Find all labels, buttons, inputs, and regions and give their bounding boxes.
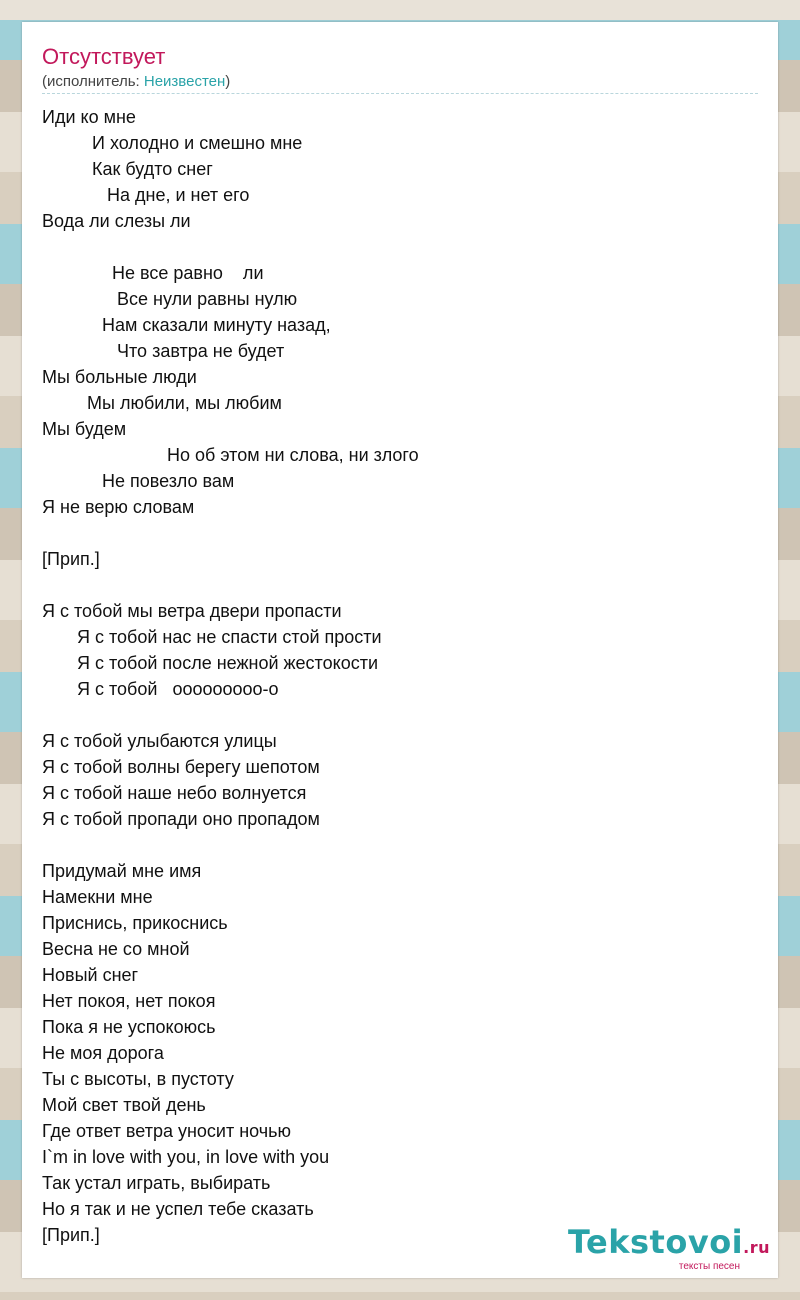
- lyric-line: Я с тобой пропади оно пропадом: [42, 809, 320, 829]
- lyric-line: Я с тобой ооооооооо-о: [42, 679, 279, 699]
- lyric-line: Нам сказали минуту назад,: [42, 315, 331, 335]
- lyric-line: Так устал играть, выбирать: [42, 1173, 271, 1193]
- lyric-line: Не все равно ли: [42, 263, 264, 283]
- lyric-line: И холодно и смешно мне: [42, 133, 303, 153]
- lyric-line: [42, 234, 758, 260]
- lyric-line: Я с тобой нас не спасти стой прости: [42, 627, 382, 647]
- lyric-line: Не повезло вам: [42, 471, 235, 491]
- lyric-line: [42, 702, 758, 728]
- lyric-line: Где ответ ветра уносит ночью: [42, 1121, 292, 1141]
- lyric-line: Новый снег: [42, 965, 139, 985]
- artist-suffix: ): [225, 73, 231, 90]
- lyric-line: Я с тобой наше небо волнуется: [42, 783, 307, 803]
- lyric-line: [42, 832, 758, 858]
- lyrics-text: [42, 104, 758, 1248]
- lyric-line: Но об этом ни слова, ни злого: [42, 445, 419, 465]
- site-logo[interactable]: [568, 1225, 770, 1272]
- lyrics-card: [22, 22, 778, 1278]
- logo-tld: .ru: [743, 1238, 770, 1257]
- lyric-line: Ты с высоты, в пустоту: [42, 1069, 234, 1089]
- lyric-line: [42, 520, 758, 546]
- lyric-line: Я с тобой волны берегу шепотом: [42, 757, 320, 777]
- lyric-line: Вода ли слезы ли: [42, 211, 191, 231]
- lyric-line: [Прип.]: [42, 549, 100, 569]
- lyric-line: Я с тобой после нежной жестокости: [42, 653, 378, 673]
- lyric-line: Я с тобой мы ветра двери пропасти: [42, 601, 342, 621]
- lyric-line: Но я так и не успел тебе сказать: [42, 1199, 314, 1219]
- lyric-line: Мы любили, мы любим: [42, 393, 282, 413]
- lyric-line: [42, 572, 758, 598]
- lyric-line: Я с тобой улыбаются улицы: [42, 731, 277, 751]
- lyric-line: Нет покоя, нет покоя: [42, 991, 216, 1011]
- logo-name: Tekstovoi: [567, 1223, 744, 1261]
- lyric-line: Что завтра не будет: [42, 341, 285, 361]
- logo-tagline: тексты песен: [678, 1261, 740, 1272]
- lyric-line: Приснись, прикоснись: [42, 913, 228, 933]
- lyric-line: Намекни мне: [42, 887, 153, 907]
- lyric-line: На дне, и нет его: [42, 185, 250, 205]
- lyric-line: Я не верю словам: [42, 497, 195, 517]
- lyric-line: Весна не со мной: [42, 939, 190, 959]
- artist-line: [42, 73, 230, 91]
- lyric-line: [Прип.]: [42, 1225, 100, 1245]
- lyric-line: I`m in love with you, in love with you: [42, 1147, 330, 1167]
- song-title: Отсутствует: [42, 44, 166, 69]
- artist-prefix: (исполнитель:: [42, 73, 144, 90]
- lyric-line: Мы будем: [42, 419, 127, 439]
- lyric-line: Не моя дорога: [42, 1043, 164, 1063]
- artist-link[interactable]: Неизвестен: [143, 73, 226, 90]
- lyric-line: Мой свет твой день: [42, 1095, 206, 1115]
- lyric-line: Мы больные люди: [42, 367, 197, 387]
- lyric-line: Придумай мне имя: [42, 861, 202, 881]
- lyric-line: Иди ко мне: [42, 107, 136, 127]
- lyric-line: Как будто снег: [42, 159, 213, 179]
- background-strip: [0, 0, 800, 20]
- divider: [42, 93, 758, 94]
- lyric-line: Пока я не успокоюсь: [42, 1017, 216, 1037]
- lyric-line: Все нули равны нулю: [42, 289, 298, 309]
